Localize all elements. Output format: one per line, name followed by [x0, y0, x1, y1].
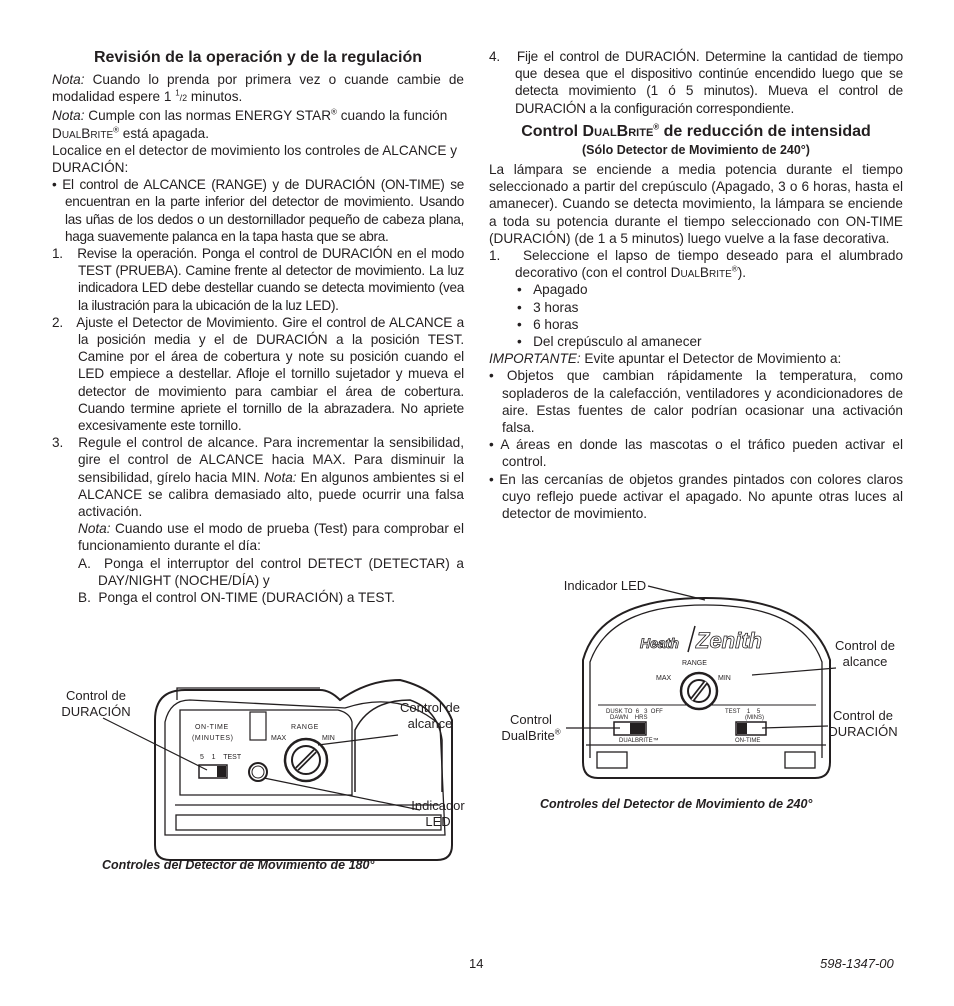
fig180-max: MAX — [271, 735, 287, 742]
important-note: IMPORTANTE: Evite apuntar el Detector de Movimiento a: — [489, 351, 842, 367]
fig240-ontime: ON-TIME — [735, 738, 761, 744]
section-heading-dualbrite: Control DualBrite® de reducción de intensidad — [521, 122, 871, 140]
dusk-row1: DUSK TO 6 3 OFF — [606, 709, 663, 715]
label-led-180: Indicador LED — [411, 798, 465, 829]
option-item: • 3 horas — [517, 299, 579, 315]
sub-step-b: B. Ponga el control ON-TIME (DURACIÓN) a TEST. — [78, 590, 396, 606]
fig240-min: MIN — [718, 675, 731, 682]
note-1: Nota: Cuando lo prenda por primera vez o cuande cambie de modalidad espere 1 $^1$/2 minutos. — [52, 72, 464, 105]
label-duracion-240: Control de DURACIÓN — [828, 708, 898, 739]
caption-180: Controles del Detector de Movimiento de 180° — [102, 858, 375, 872]
test-row2: (MINS) — [745, 715, 764, 721]
option-item: • Del crepúsculo al amanecer — [517, 334, 702, 350]
brand-heath: Heath — [640, 635, 679, 651]
range-knob-180[interactable] — [285, 739, 327, 781]
fig240-range: RANGE — [682, 660, 707, 667]
range-knob-240[interactable] — [681, 673, 717, 709]
test-row1: TEST 1 5 — [725, 709, 761, 715]
fig180-min: MIN — [322, 735, 335, 742]
step-2: 2. Ajuste el Detector de Movimiento. Gire el control de ALCANCE a la posición media y el de DURACIÓN a la posición TEST. Camine por el área de cobertura y note su posición cuando el LED empiece a destellar. Afloje el tornillo sujetador y mueva el detector de movimiento para cambiar el área de cobertura. Cuando termine apriete el tornillo de la abrazadera. No apriete excesivamente este tornillo. — [52, 314, 464, 434]
step-4: 4. Fije el control de DURACIÓN. Determine la cantidad de tiempo que desea que el dispositivo continúe encendido luego que se detecta movimiento (1 ó 5 minutos). Mueva el control de DURACIÓN a la configuración correspondiente. — [489, 49, 903, 116]
section-subheading: (Sólo Detector de Movimiento de 240°) — [582, 142, 810, 157]
caption-240: Controles del Detector de Movimiento de 240° — [540, 797, 813, 811]
sub-step-a: A. Ponga el interruptor del control DETECT (DETECTAR) a DAY/NIGHT (NOCHE/DÍA) y — [78, 555, 464, 588]
important-bullet: • A áreas en donde las mascotas o el tráfico pueden activar el control. — [489, 437, 903, 470]
fig180-ontime: ON-TIME — [195, 724, 229, 731]
step-3: 3. Regule el control de alcance. Para incrementar la sensibilidad, gire el control de ALCANCE hacia MAX. Para disminuir la sensibilidad, gírelo hacia MIN. Nota: En algunos ambientes si el ALCANCE se calibra demasiado alto, puede ocurrir una falsa activación. — [52, 435, 464, 520]
fig240-max: MAX — [656, 675, 672, 682]
label-alcance-180: Control de alcance — [400, 700, 460, 731]
page-number: 14 — [469, 956, 484, 971]
step-1: 1. Revise la operación. Ponga el control de DURACIÓN en el modo TEST (PRUEBA). Camine frente al detector de movimiento. La luz indicadora LED debe destellar cuando se detecta movimiento (vea la ilustración para la ubicación de la luz LED). — [52, 246, 464, 313]
label-dualbrite-240: Control DualBrite® — [501, 712, 561, 743]
ontime-switch-240[interactable] — [736, 722, 766, 735]
dusk-row2: DAWN HRS — [610, 715, 648, 721]
important-bullet: • Objetos que cambian rápidamente la temperatura, como sopladeros de la calefacción, ventiladores y acondicionadores de aire. Estas fuentes de calor podrían ocasionar una activación falsa. — [489, 368, 903, 436]
dualbrite-paragraph: La lámpara se enciende a media potencia durante el tiempo seleccionado a partir del crepúsculo (Apagado, 3 o 6 horas, hasta el amanecer). Cuando se detecta movimiento, la lámpara se enciende a toda su potencia durante el tiempo seleccionado con ON-TIME (DURACIÓN) (de 1 a 5 minutos) luego vuelve a la fase decorativa. — [489, 162, 903, 246]
note-2: Nota: Cumple con las normas ENERGY STAR® cuando la función DualBrite® está apagada. — [52, 107, 448, 141]
intro-text: Localice en el detector de movimiento los controles de ALCANCE y DURACIÓN: — [52, 142, 457, 176]
label-duracion-180: Control de DURACIÓN — [61, 688, 131, 719]
option-item: • Apagado — [517, 282, 588, 298]
step-3-note: Nota: Cuando use el modo de prueba (Test) para comprobar el funcionamiento durante el día: — [78, 521, 464, 554]
important-bullet: • En las cercanías de objetos grandes pintados con colores claros cuyo reflejo puede activar el apagado. No apunte otras luces al detector de movimiento. — [489, 471, 903, 522]
section-heading-operation: Revisión de la operación y de la regulación — [93, 49, 423, 66]
label-alcance-240: Control de alcance — [835, 638, 895, 669]
label-led-240: Indicador LED — [563, 578, 647, 593]
document-number: 598-1347-00 — [820, 956, 894, 971]
option-item: • 6 horas — [517, 316, 579, 332]
bullet-text: • El control de ALCANCE (RANGE) y de DURACIÓN (ON-TIME) se encuentran en la parte inferior del detector de movimiento. Usando las uñas de los dedos o un destornillador pequeño de cabeza plana, haga suavemente palanca en la tapa hasta que se abra. — [52, 177, 464, 244]
fig180-minutes: (MINUTES) — [192, 735, 234, 742]
dualbrite-step-1: 1. Seleccione el lapso de tiempo deseado para el alumbrado decorativo (con el control DualBrite®). — [489, 248, 903, 281]
dualbrite-tm: DUALBRITE™ — [619, 738, 659, 744]
brand-zenith: Zenith — [696, 628, 762, 653]
fig180-range: RANGE — [291, 724, 319, 731]
fig180-switch-labels: 5 1 TEST — [200, 754, 242, 761]
duration-switch[interactable] — [199, 765, 227, 778]
